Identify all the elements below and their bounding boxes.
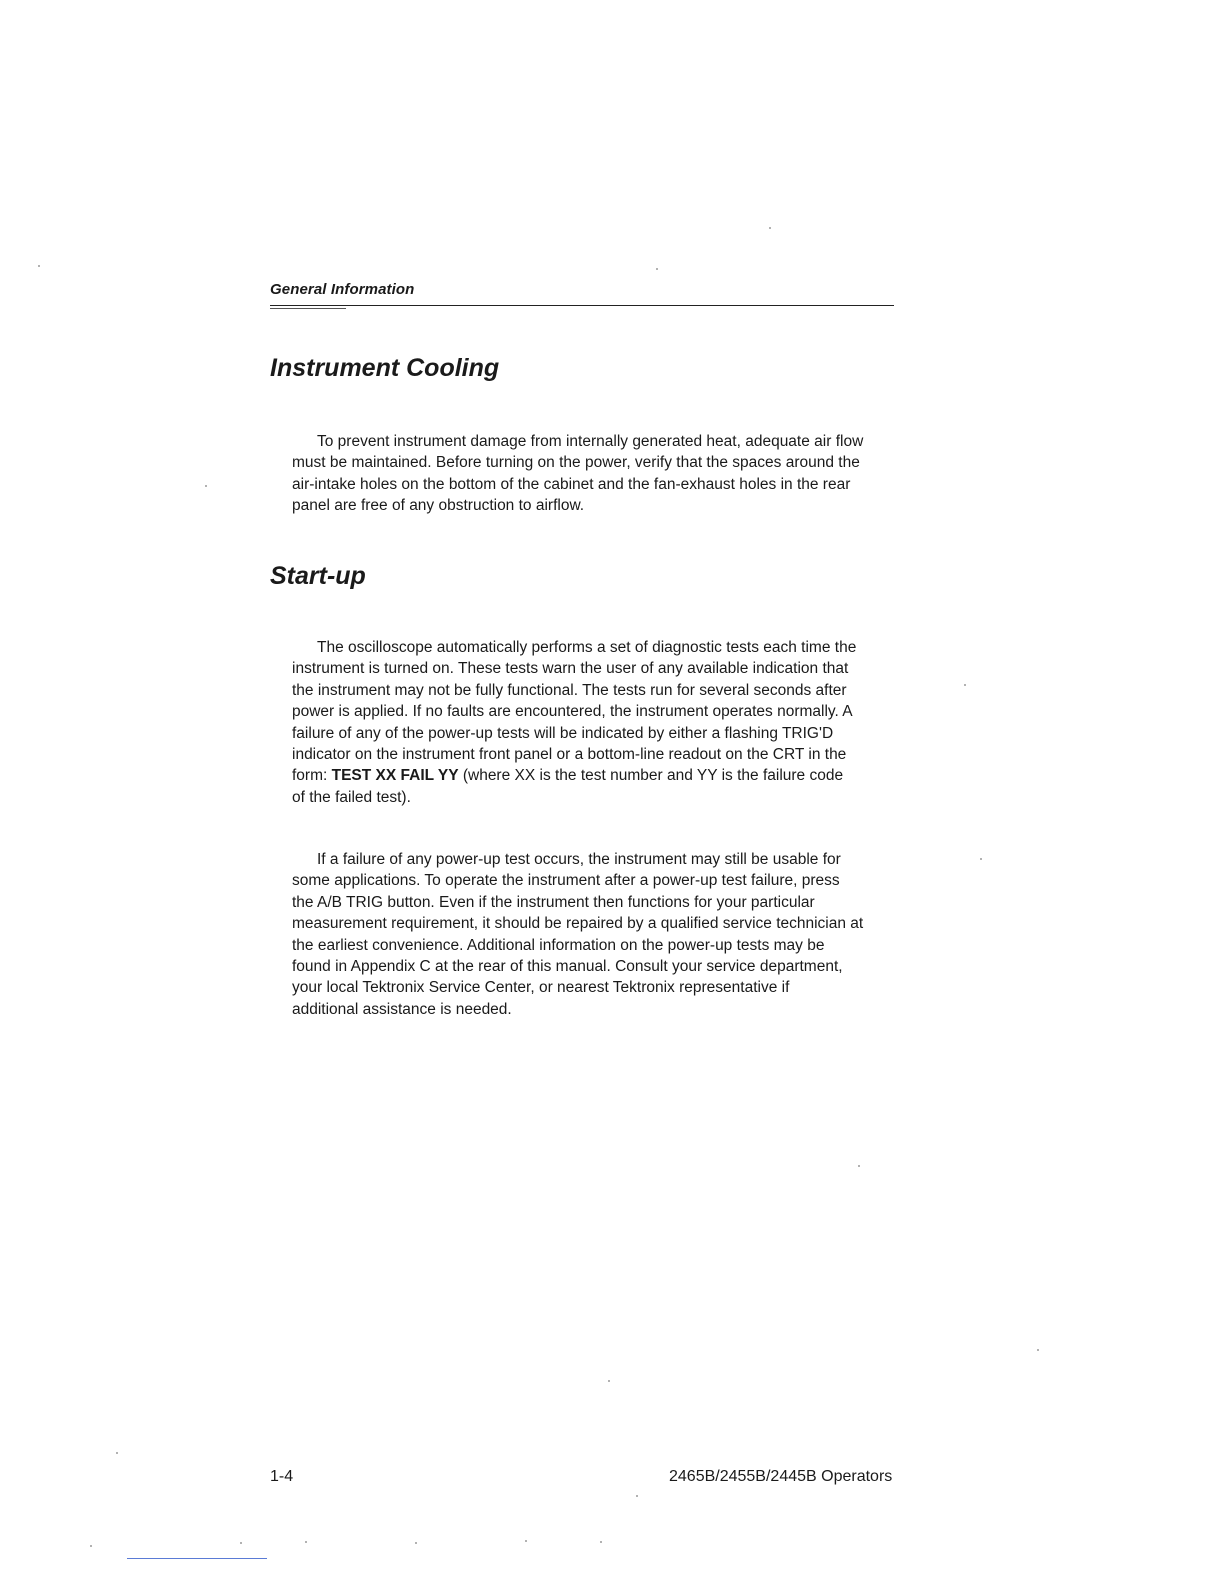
page-number: 1-4	[270, 1468, 294, 1485]
manual-title: 2465B/2455B/2445B Operators	[669, 1468, 893, 1485]
scan-speck	[656, 268, 658, 270]
fail-code-format: TEST XX FAIL YY	[331, 767, 459, 785]
text-line: indicator on the instrument front panel or a bottom-line readout on the CRT in the	[292, 746, 847, 764]
header-rule-accent	[270, 308, 346, 309]
scan-speck	[525, 1540, 527, 1542]
scan-speck	[769, 227, 771, 229]
scan-speck	[116, 1452, 118, 1454]
text-line: To prevent instrument damage from internally generated heat, adequate air flow	[317, 433, 864, 450]
text-line: air-intake holes on the bottom of the cabinet and the fan-exhaust holes in the rear	[292, 475, 851, 493]
section-title-instrument-cooling: Instrument Cooling	[270, 354, 500, 382]
scan-speck	[636, 1495, 638, 1497]
paragraph-startup-failure	[292, 849, 897, 1020]
scan-speck	[858, 1165, 860, 1167]
form-prefix: form:	[292, 767, 332, 785]
text-line: The oscilloscope automatically performs a set of diagnostic tests each time the	[317, 639, 857, 656]
text-line: additional assistance is needed.	[292, 1000, 512, 1018]
text-line: the earliest convenience. Additional information on the power-up tests may be	[292, 936, 825, 954]
text-line: found in Appendix C at the rear of this manual. Consult your service department,	[292, 958, 843, 976]
text-line: of the failed test).	[292, 788, 411, 806]
scan-speck	[600, 1541, 602, 1543]
text-line: must be maintained. Before turning on the power, verify that the spaces around the	[292, 454, 860, 472]
scan-speck	[980, 858, 982, 860]
running-header: General Information	[270, 281, 415, 298]
text-line: your local Tektronix Service Center, or nearest Tektronix representative if	[292, 979, 790, 997]
scan-speck	[1037, 1349, 1039, 1351]
text-line: instrument is turned on. These tests warn the user of any available indication that	[292, 660, 849, 678]
text-line: If a failure of any power-up test occurs, the instrument may still be usable for	[317, 851, 841, 868]
scan-speck	[90, 1545, 92, 1547]
scan-speck	[205, 485, 207, 487]
text-line: panel are free of any obstruction to airflow.	[292, 497, 585, 515]
scan-speck	[415, 1542, 417, 1544]
form-suffix: (where XX is the test number and YY is the failure code	[458, 767, 844, 785]
scan-speck	[305, 1541, 307, 1543]
paragraph-startup-diagnostics	[292, 637, 897, 808]
text-line: some applications. To operate the instrument after a power-up test failure, press	[292, 872, 840, 890]
scan-speck	[964, 684, 966, 686]
text-line: measurement requirement, it should be repaired by a qualified service technician at	[292, 915, 864, 933]
header-rule	[270, 305, 894, 306]
text-line: the instrument may not be fully functional. The tests run for several seconds after	[292, 681, 847, 699]
text-line-form	[292, 765, 897, 786]
scan-artifact-line	[127, 1558, 267, 1559]
text-line: the A/B TRIG button. Even if the instrument then functions for your particular	[292, 893, 815, 911]
paragraph-cooling	[292, 431, 897, 517]
scan-speck	[38, 265, 40, 267]
text-line: failure of any of the power-up tests will be indicated by either a flashing TRIG'D	[292, 724, 834, 742]
text-line: power is applied. If no faults are encountered, the instrument operates normally. A	[292, 703, 853, 721]
scan-speck	[608, 1380, 610, 1382]
section-title-start-up: Start-up	[270, 562, 366, 590]
scan-speck	[240, 1542, 242, 1544]
